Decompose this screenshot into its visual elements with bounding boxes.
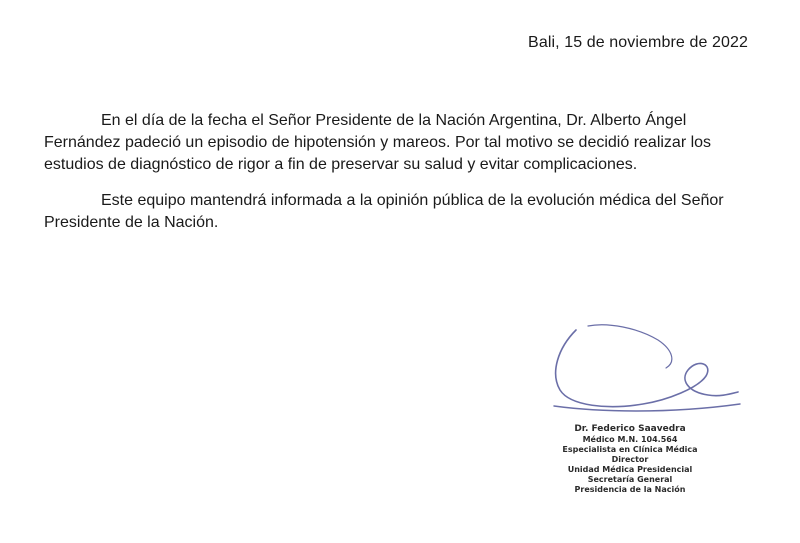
stamp-name: Dr. Federico Saavedra [574, 424, 686, 434]
stamp-specialty: Especialista en Clínica Médica [562, 445, 698, 454]
signature-icon [548, 318, 748, 418]
paragraph-1: En el día de la fecha el Señor Presidente de la Nación Argentina, Dr. Alberto Ángel Fernández padeció un episodio de hipotensión y mareos. Por tal motivo se decidió realizar los estudios de diagnóstico de rigor a fin de preservar su salud y evitar complicaciones. [44, 112, 712, 173]
document-body [44, 110, 754, 248]
stamp-role: Director [611, 455, 649, 464]
paragraph-2: Este equipo mantendrá informada a la opinión pública de la evolución médica del Señor Presidente de la Nación. [44, 192, 724, 231]
handwritten-signature [548, 318, 748, 418]
signature-stamp [545, 424, 715, 495]
stamp-department: Secretaría General [587, 475, 673, 484]
stamp-license: Médico M.N. 104.564 [582, 435, 678, 444]
stamp-office: Presidencia de la Nación [574, 485, 686, 494]
date-line: Bali, 15 de noviembre de 2022 [528, 34, 748, 51]
stamp-unit: Unidad Médica Presidencial [567, 465, 693, 474]
